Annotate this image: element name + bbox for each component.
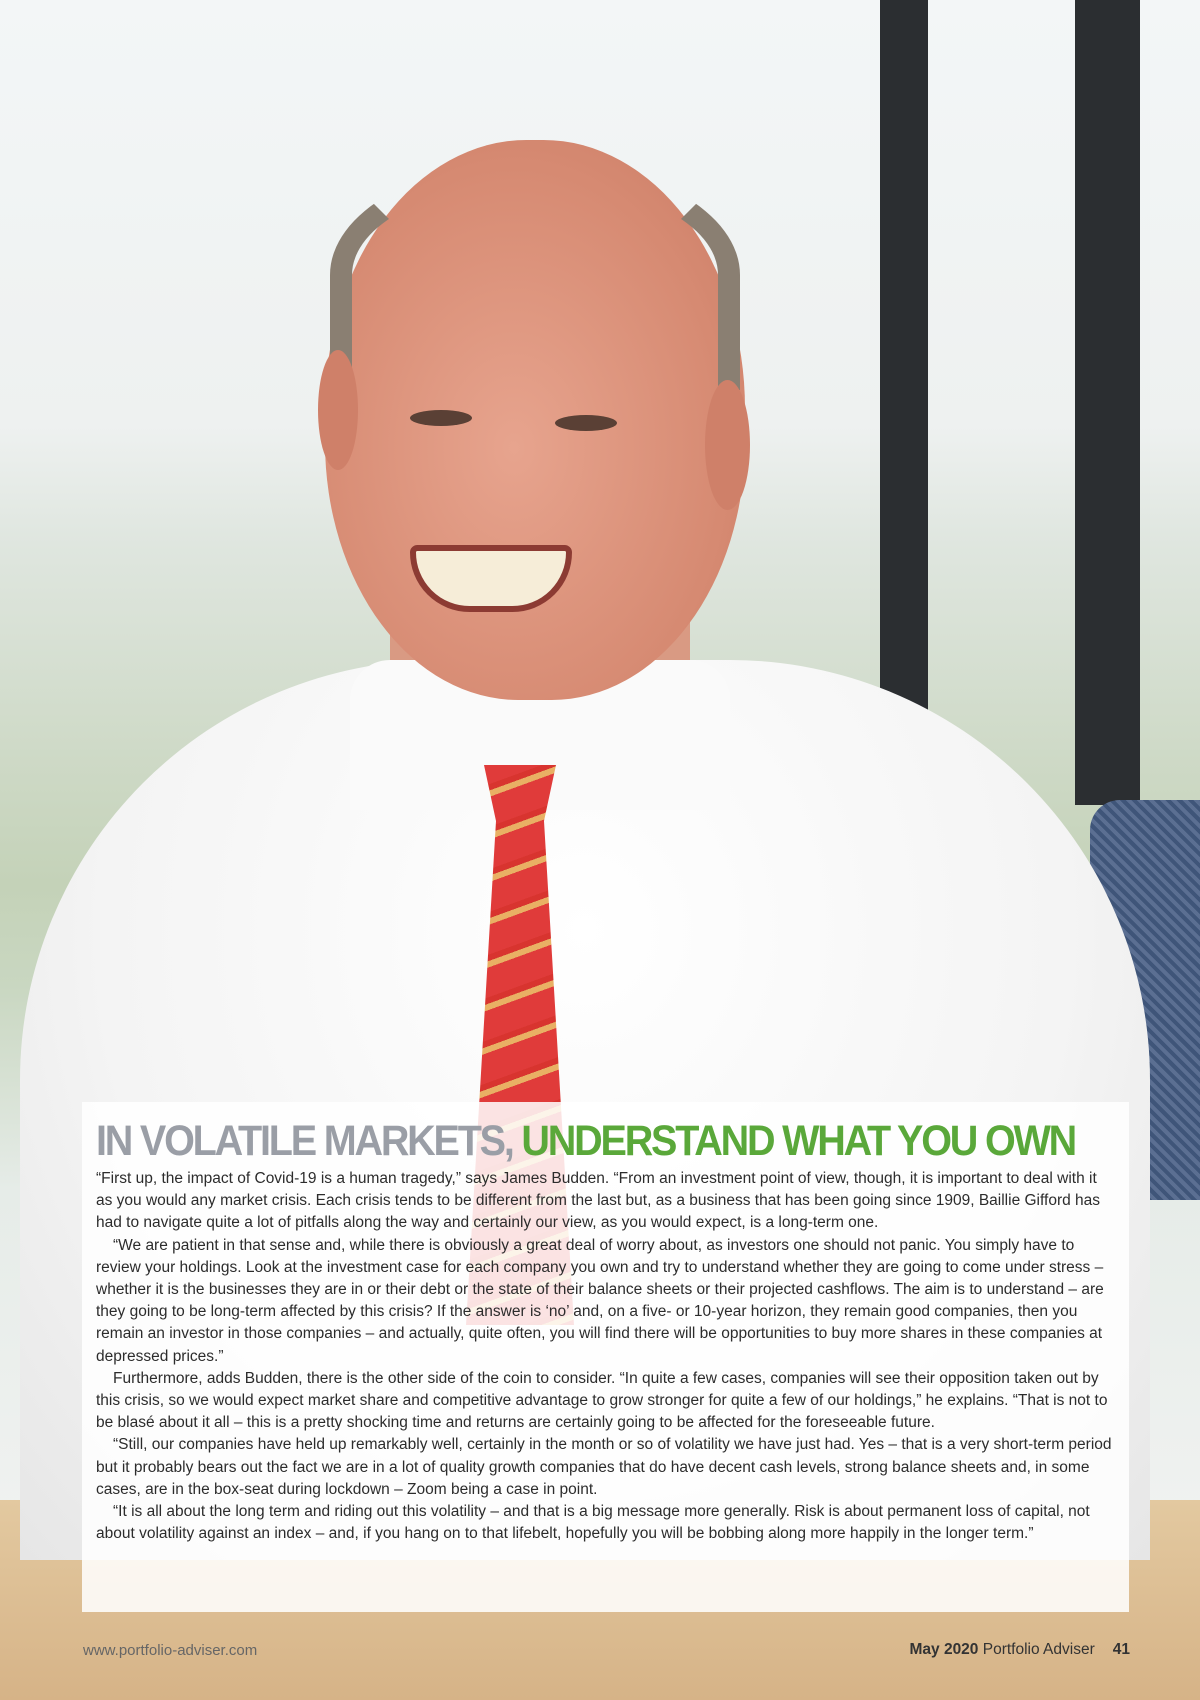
article-paragraph: “First up, the impact of Covid-19 is a human tragedy,” says James Budden. “From an investment point of view, though, it is important to deal with it as you would any market crisis. Each crisis tends to be different from the last but, as a business that has been going since 1909, Baillie Gifford has had to navigate quite a lot of pitfalls along the way and certainly our view, as you would expect, is a long-term one. xyxy=(96,1170,1101,1232)
article-paragraph: Furthermore, adds Budden, there is the other side of the coin to consider. “In quite a few cases, companies will see their opposition taken out by this crisis, so we would expect market share and competitive advantage to grow stronger for quite a few of our holdings,” he explains. “That is not to be blasé about it all – this is a pretty shocking time and returns are certainly going to be affected for the foreseeable future. xyxy=(96,1369,1108,1432)
left-ear xyxy=(318,350,358,470)
right-ear xyxy=(705,380,750,510)
article-paragraph: “It is all about the long term and riding out this volatility – and that is a big message more generally. Risk is about permanent loss of capital, not about volatility against an index – and, if you hang on to that lifebelt, hopefully you will be bobbing along more happily in the longer term.” xyxy=(96,1503,1090,1543)
article-paragraph: “Still, our companies have held up remarkably well, certainly in the month or so of volatility we have just had. Yes – that is a very short-term period but it probably bears out the fact we are in a lot of quality growth companies that do have decent cash levels, strong balance sheets and, in some cases, are in the box-seat during lockdown – Zoom being a case in point. xyxy=(96,1436,1112,1498)
footer-website-url: www.portfolio-adviser.com xyxy=(83,1642,258,1659)
hair xyxy=(330,160,740,390)
window-frame-right xyxy=(1075,0,1140,805)
page-number: 41 xyxy=(1112,1641,1130,1658)
article-panel xyxy=(82,1102,1129,1612)
footer-publication-name: Portfolio Adviser xyxy=(982,1641,1095,1658)
footer-issue-info xyxy=(909,1641,1130,1659)
headline-green-part: UNDERSTAND WHAT YOU OWN xyxy=(512,1117,1076,1165)
headline-grey-part: IN VOLATILE MARKETS, xyxy=(96,1117,513,1165)
window-frame-left xyxy=(880,0,928,805)
left-eye xyxy=(410,410,472,426)
footer-issue-date: May 2020 xyxy=(909,1641,979,1658)
article-paragraph: “We are patient in that sense and, while there is obviously a great deal of worry about, as investors one should not panic. You simply have to review your holdings. Look at the investment case for each company you own and try to understand whether they are going to come under stress – whether it is the businesses they are in or their debt or the state of their balance sheets or their projected cashflows. The aim is to understand – are they going to be long-term affected by this crisis? If the answer is ‘no’ and, on a five- or 10-year horizon, they remain good companies, then you remain an investor in those companies – and actually, quite often, you will find there will be opportunities to buy more shares in these companies at depressed prices.” xyxy=(96,1236,1104,1365)
right-eye xyxy=(555,415,617,431)
article-headline xyxy=(96,1116,1076,1166)
article-body xyxy=(96,1168,1115,1545)
